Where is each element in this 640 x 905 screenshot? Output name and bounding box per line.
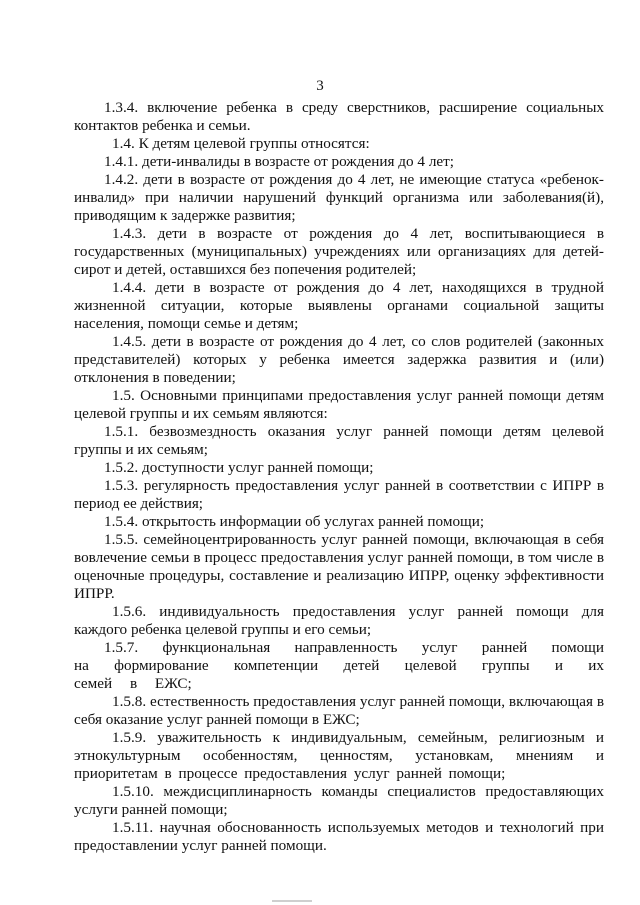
paragraph-1-5-6: 1.5.6. индивидуальность предоставления услуг ранней помощи для каждого ребенка целевой группы и его семьи; bbox=[74, 603, 604, 638]
paragraph-1-4-3: 1.4.3. дети в возрасте от рождения до 4 лет, воспитывающиеся в государственных (муниципальных) учреждениях или организациях для детей-сирот и детей, оставшихся без попечения родителей; bbox=[74, 225, 604, 278]
paragraph-1-4-2: 1.4.2. дети в возрасте от рождения до 4 лет, не имеющие статуса «ребенок-инвалид» при наличии нарушений функций организма или заболевания(й), приводящим к задержке развития; bbox=[74, 171, 604, 224]
paragraph-1-4-5: 1.4.5. дети в возрасте от рождения до 4 лет, со слов родителей (законных представителей) которых у ребенка имеется задержка развития и (или) отклонения в поведении; bbox=[74, 333, 604, 386]
paragraph-1-5-3: 1.5.3. регулярность предоставления услуг ранней в соответствии с ИПРР в период ее действия; bbox=[74, 477, 604, 512]
paragraph-1-5-8: 1.5.8. естественность предоставления услуг ранней помощи, включающая в себя оказание услуг ранней помощи в ЕЖС; bbox=[74, 693, 604, 728]
paragraph-1-5-7: 1.5.7. функциональная направленность услуг ранней помощи на формирование компетенции детей целевой группы и их семей в ЕЖС; bbox=[74, 639, 604, 692]
paragraph-1-5-4: 1.5.4. открытость информации об услугах ранней помощи; bbox=[104, 513, 485, 530]
document-body bbox=[74, 99, 604, 855]
scan-artifact bbox=[272, 900, 312, 902]
paragraph-1-5-5: 1.5.5. семейноцентрированность услуг ранней помощи, включающая в себя вовлечение семьи в процесс предоставления услуг ранней помощи, в том числе в оценочные процедуры, составление и реализацию ИПРР, оценку эффективности ИПРР. bbox=[74, 531, 604, 602]
paragraph-1-4-1: 1.4.1. дети-инвалиды в возрасте от рождения до 4 лет; bbox=[104, 153, 454, 170]
page-number: 3 bbox=[316, 78, 324, 94]
paragraph-1-5-2: 1.5.2. доступности услуг ранней помощи; bbox=[104, 459, 374, 476]
paragraph-1-5-11: 1.5.11. научная обоснованность используемых методов и технологий при предоставлении услуг ранней помощи. bbox=[74, 819, 604, 854]
paragraph-1-5-1: 1.5.1. безвозмездность оказания услуг ранней помощи детям целевой группы и их семьям; bbox=[74, 423, 604, 458]
paragraph-1-5: 1.5. Основными принципами предоставления услуг ранней помощи детям целевой группы и их семьям являются: bbox=[74, 387, 604, 422]
paragraph-1-4: 1.4. К детям целевой группы относятся: bbox=[112, 135, 370, 152]
paragraph-1-4-4: 1.4.4. дети в возрасте от рождения до 4 лет, находящихся в трудной жизненной ситуации, которые выявлены органами социальной защиты населения, помощи семье и детям; bbox=[74, 279, 604, 332]
paragraph-1-5-10: 1.5.10. междисциплинарность команды специалистов предоставляющих услуги ранней помощи; bbox=[74, 783, 604, 818]
paragraph-1-5-9: 1.5.9. уважительность к индивидуальным, семейным, религиозным и этнокультурным особенностям, ценностям, установкам, мнениям и приоритетам в процессе предоставления услуг ранней помощи; bbox=[74, 729, 604, 782]
paragraph-1-3-4: 1.3.4. включение ребенка в среду сверстников, расширение социальных контактов ребенка и семьи. bbox=[74, 99, 604, 134]
